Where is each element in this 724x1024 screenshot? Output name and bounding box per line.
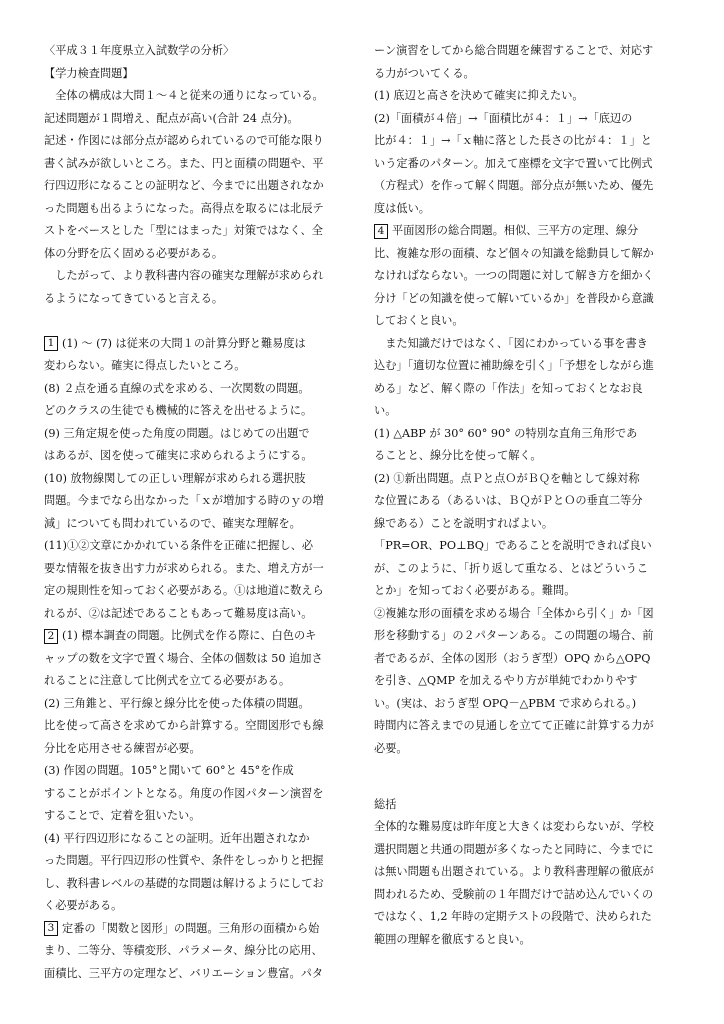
intro-line: ストをベースとした「型にはまった」対策ではなく、全 <box>44 224 323 237</box>
q1-number-box: 1 <box>44 336 58 351</box>
intro-line: った問題も出るようになった。高得点を取るには北辰テ <box>44 201 324 215</box>
q4-line: い。(実は、おうぎ型 OPQ－△PBM で求められる。) <box>374 696 637 710</box>
intro-line: 体の分野を広く固める必要がある。 <box>44 246 224 260</box>
intro-line: 記述問題が１問増え、配点が高い(合計 24 点分)。 <box>44 111 299 125</box>
q2-line: 分比を応用させる練習が必要。 <box>44 741 201 755</box>
q4-number-box: 4 <box>374 224 388 239</box>
q1-line: 変わらない。確実に得点したいところ。 <box>44 359 246 372</box>
q2-line: った問題。平行四辺形の性質や、条件をしっかりと把握 <box>44 854 324 867</box>
q3-cont-line: （方程式）を作って解く問題。部分点が無いため、優先 <box>374 179 654 192</box>
q4-first-line: 平面図形の総合問題。相似、三平方の定理、線分 <box>392 224 639 237</box>
q3-header <box>44 918 352 941</box>
q1-header <box>44 333 352 356</box>
spacer <box>44 310 352 333</box>
q1-line: (11)①②文章にかかれている条件を正確に把握し、必 <box>44 539 314 552</box>
q1-line: 減」についても問われているので、確実な理解を。 <box>44 516 301 530</box>
q4-line: 必要。 <box>374 741 408 755</box>
q4-line: ②複雑な形の面積を求める場合「全体から引く」か「図 <box>374 606 654 620</box>
intro-line: 書く試みが欲しいところ。また、円と面積の問題や、平 <box>44 156 324 170</box>
q1-line: (9) 三角定規を使った角度の問題。はじめての出題で <box>44 426 310 440</box>
q4-header <box>374 220 682 243</box>
q3-cont-line: (2)「面積が４倍」→「面積比が４：１」→「底辺の <box>374 111 633 125</box>
q3-cont-line: (1) 底辺と高さを決めて確実に抑えたい。 <box>374 89 584 102</box>
q1-first-line: (1) ～ (7) は従来の大問１の計算分野と難易度は <box>62 336 306 350</box>
spacer <box>374 783 682 794</box>
q4-line: 線である）ことを説明すればよい。 <box>374 516 554 530</box>
summary-line: は無い問題も出題されている。より教科書理解の徹底が <box>374 865 654 878</box>
q4-line: 時間内に答えまでの見通しを立てて正確に計算する力が <box>374 719 654 732</box>
q2-line: し、教科書レベルの基礎的な問題は解けるようにしてお <box>44 876 324 890</box>
q4-line: を引き、△QMP を加えるやり方が単純でわかりやす <box>374 674 638 687</box>
q3-line: 面積比、三平方の定理など、バリエーション豊富。パタ <box>44 966 324 980</box>
q4-line: める」など、解く際の「作法」を知っておくとなお良 <box>374 381 643 395</box>
right-column <box>374 40 682 951</box>
intro-line: 記述・作図には部分点が認められているので可能な限り <box>44 134 324 147</box>
q4-line: 形を移動する」の２パターンある。この問題の場合、前 <box>374 629 654 642</box>
intro-line: 全体の構成は大問１～４と従来の通りになっている。 <box>44 89 324 102</box>
q1-line: れるが、②は記述であることもあって難易度は高い。 <box>44 606 313 620</box>
q4-line: なければならない。一つの問題に対して解き方を細かく <box>374 269 654 282</box>
q3-first-line: 定番の「関数と図形」の問題。三角形の面積から始 <box>62 921 320 935</box>
q4-line: 分け「どの知識を使って解いているか」を普段から意識 <box>374 291 654 305</box>
intro-line: したがって、より教科書内容の確実な理解が求められ <box>44 269 324 282</box>
intro-line: 【学力検査問題】 <box>44 66 134 80</box>
summary-line: 選択問題と共通の問題が多くなったと同時に、今までに <box>374 842 654 856</box>
q4-line: が、このように、「折り返して重なる、とはどういうこ <box>374 561 649 575</box>
q4-line: 込む」「適切な位置に補助線を引く」「予想をしながら進 <box>374 359 654 372</box>
q1-line: 定の規則性を知っておく必要がある。①は地道に数えら <box>44 584 324 597</box>
summary-line: 問われるため、受験前の１年間だけで詰め込んでいくの <box>374 887 654 901</box>
q2-line: 比を使って高さを求めてから計算する。空間図形でも線 <box>44 719 324 732</box>
q3-cont-line: いう定番のパターン。加えて座標を文字で置いて比例式 <box>374 156 653 170</box>
q4-line: い。 <box>374 404 397 417</box>
q4-line: 「PR=OR、PO⊥BQ」であることを説明できれば良い <box>374 539 652 552</box>
left-column <box>44 40 352 985</box>
q2-line: ャップの数を文字で置く場合、全体の個数は 50 追加さ <box>44 651 323 665</box>
q2-number-box: 2 <box>44 629 58 644</box>
q1-line: はあるが、図を使って確実に求められるようにする。 <box>44 449 313 462</box>
q3-cont-line: 度は低い。 <box>374 201 430 215</box>
q4-line: な位置にある（あるいは、ＢＱがＰとＯの垂直二等分 <box>374 494 643 507</box>
q3-cont-line: 比が４：１」→「ｘ軸に落とした長さの比が４：１」と <box>374 134 652 147</box>
q2-line: (4) 平行四辺形になることの証明。近年出題されなか <box>44 831 310 845</box>
q2-header <box>44 625 352 648</box>
spacer <box>374 760 682 783</box>
q3-cont-line: ーン演習をしてから総合問題を練習することで、対応す <box>374 44 654 57</box>
q4-line: (1) △ABP が 30° 60° 90° の特別な直角三角形であ <box>374 426 638 440</box>
q2-line: (2) 三角錐と、平行線と線分比を使った体積の問題。 <box>44 696 310 710</box>
q1-line: (8) ２点を通る直線の式を求める、一次関数の問題。 <box>44 381 310 395</box>
q1-line: どのクラスの生徒でも機械的に答えを出せるように。 <box>44 404 313 417</box>
q4-line: しておくと良い。 <box>374 314 464 327</box>
q2-line: することで、定着を狙いたい。 <box>44 809 201 822</box>
summary-line: ではなく、1,2 年時の定期テストの段階で、決められた <box>374 910 652 923</box>
summary-line: 範囲の理解を徹底すると良い。 <box>374 932 531 946</box>
intro-line: 行四辺形になることの証明など、今までに出題されなか <box>44 179 324 192</box>
page-title: 〈平成３１年度県立入試数学の分析〉 <box>44 44 235 57</box>
q4-line: 者であるが、全体の図形（おうぎ型）OPQ から△OPQ <box>374 651 651 665</box>
q1-line: (10) 放物線関しての正しい理解が求められる選択肢 <box>44 471 306 485</box>
intro-line: るようになってきていると言える。 <box>44 291 224 305</box>
q4-line: 比、複雑な形の面積、など個々の知識を総動員して解か <box>374 246 654 260</box>
q4-line: とか」を知っておく必要がある。難問。 <box>374 584 576 597</box>
summary-line: 全体的な難易度は昨年度と大きくは変わらないが、学校 <box>374 820 654 833</box>
q3-number-box: 3 <box>44 921 58 936</box>
q3-cont-line: る力がついてくる。 <box>374 66 475 80</box>
q2-line: (3) 作図の問題。105°と聞いて 60°と 45°を作成 <box>44 764 294 777</box>
q4-line: また知識だけではなく、「図にわかっている事を書き <box>374 336 648 350</box>
q4-line: (2) ①新出問題。点Ｐと点ＯがＢＱを軸として線対称 <box>374 471 640 485</box>
summary-heading: 総括 <box>374 797 397 811</box>
q1-line: 問題。今までなら出なかった「ｘが増加する時のｙの増 <box>44 494 324 507</box>
q2-line: く必要がある。 <box>44 899 123 912</box>
q2-line: れることに注意して比例式を立てる必要がある。 <box>44 674 291 687</box>
q2-first-line: (1) 標本調査の問題。比例式を作る際に、白色のキ <box>62 629 317 642</box>
q4-line: ることと、線分比を使って解く。 <box>374 449 542 462</box>
q3-line: まり、二等分、等積変形、パラメータ、線分比の応用、 <box>44 944 323 957</box>
q2-line: することがポイントとなる。角度の作図パターン演習を <box>44 786 324 800</box>
q1-line: 要な情報を抜き出す力が求められる。また、増え方が一 <box>44 561 324 575</box>
